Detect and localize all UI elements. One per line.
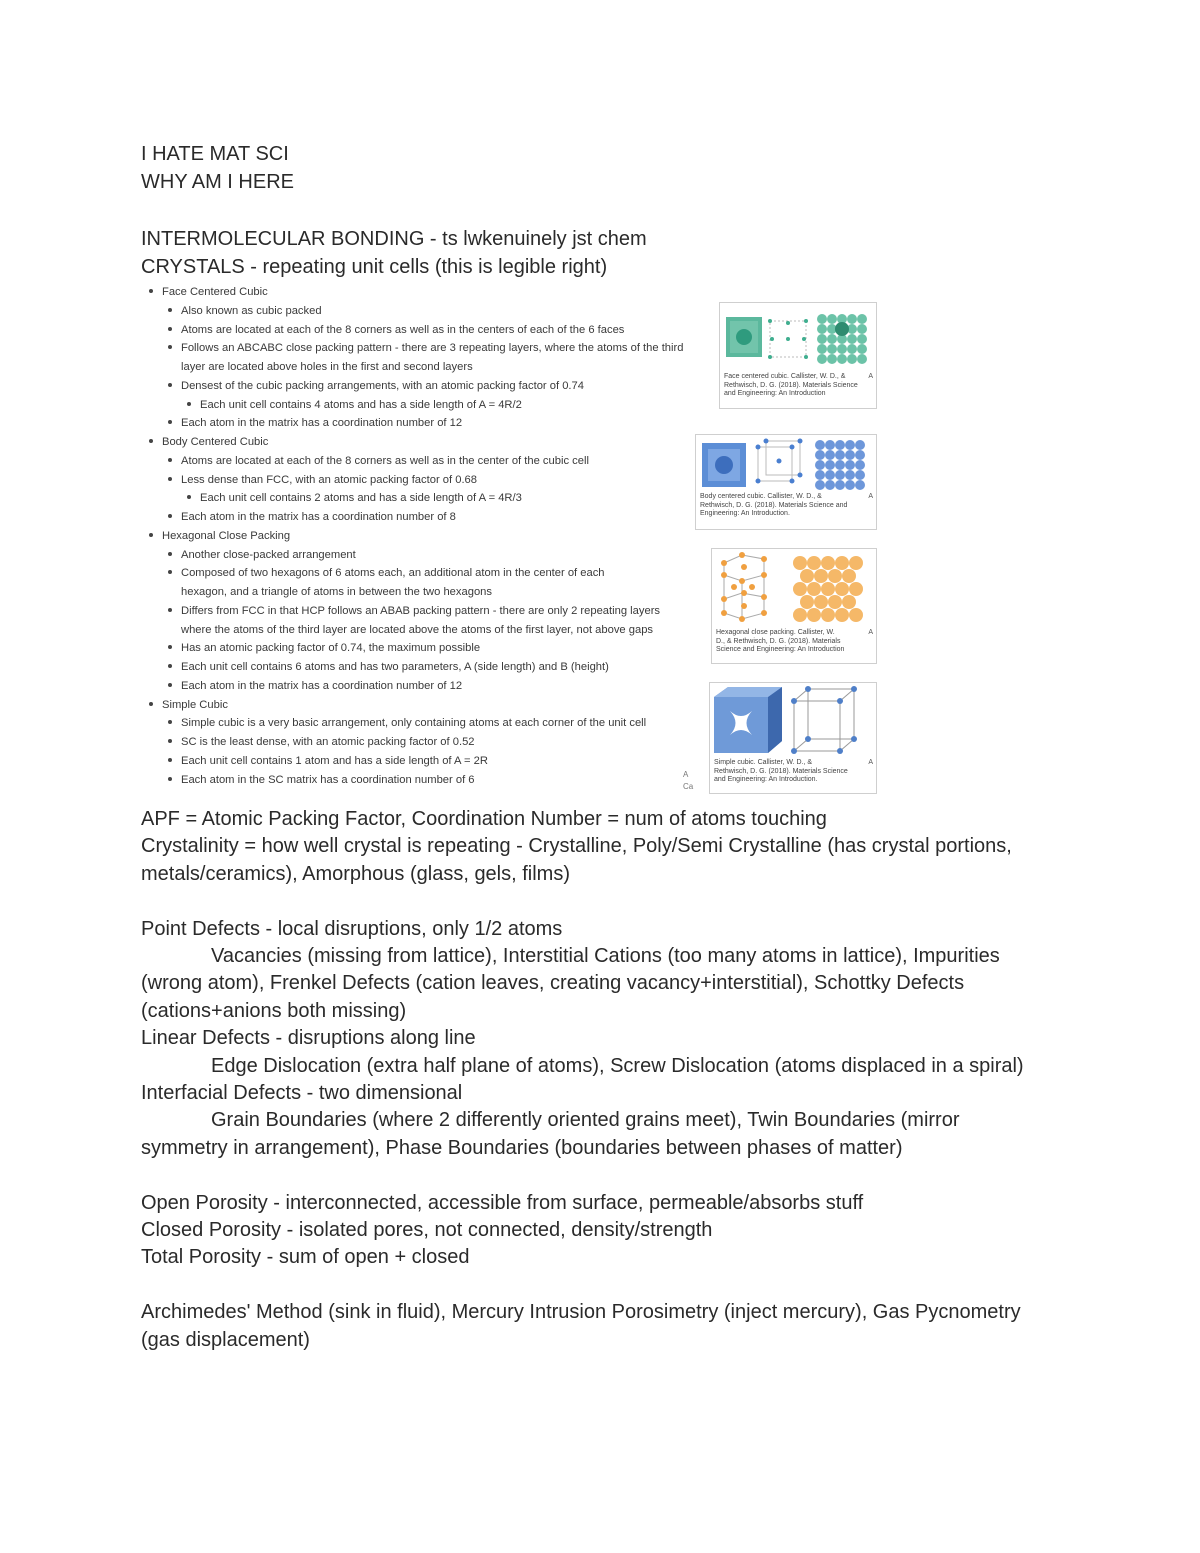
bullet-dot xyxy=(168,477,172,481)
figure-caption: Hexagonal close packing. Callister, W. D., & Rethwisch, D. G. (2018). Materials Science and Engineering: An Introduction xyxy=(716,629,845,653)
figure-corner-mark: A xyxy=(868,493,873,500)
structure-bullet xyxy=(168,680,462,693)
figure-caption: Body centered cubic. Callister, W. D., & Rethwisch, D. G. (2018). Materials Science and Engineering: An Introduction. xyxy=(700,493,848,517)
structure-bullet xyxy=(168,305,322,318)
bullet-dot xyxy=(168,327,172,331)
bullet-dot xyxy=(149,702,153,706)
bullet-dot xyxy=(168,739,172,743)
text-line: Vacancies (missing from lattice), Interstitial Cations (too many atoms in lattice), Impurities xyxy=(211,945,1000,967)
structure-bullet xyxy=(168,774,475,787)
text-line: (gas displacement) xyxy=(141,1328,310,1351)
text-line: Open Porosity - interconnected, accessible from surface, permeable/absorbs stuff xyxy=(141,1191,864,1214)
structure-heading xyxy=(149,699,228,712)
bullet-text: Each atom in the matrix has a coordination number of 12 xyxy=(181,417,463,430)
bullet-dot xyxy=(168,514,172,518)
bcc-illustration xyxy=(696,435,876,493)
bullet-text: Follows an ABCABC close packing pattern - there are 3 repeating layers, where the atoms of the third xyxy=(181,342,684,355)
structure-bullet xyxy=(168,455,589,468)
text-line: INTERMOLECULAR BONDING - ts lwkenuinely jst chem xyxy=(141,227,647,250)
bullet-text: Atoms are located at each of the 8 corners as well as in the centers of each of the 6 faces xyxy=(181,323,625,336)
structure-bullet xyxy=(168,361,473,374)
bullet-dot xyxy=(168,552,172,556)
bullet-dot xyxy=(149,439,153,443)
stray-mark: Ca xyxy=(683,782,694,791)
structure-bullet xyxy=(168,661,609,674)
text-line: Closed Porosity - isolated pores, not connected, density/strength xyxy=(141,1219,713,1241)
bullet-text: Densest of the cubic packing arrangements, with an atomic packing factor of 0.74 xyxy=(181,379,584,392)
text-line: (wrong atom), Frenkel Defects (cation leaves, creating vacancy+interstitial), Schottky Defects xyxy=(141,972,965,995)
bullet-text: Less dense than FCC, with an atomic packing factor of 0.68 xyxy=(181,473,478,486)
bullet-text: hexagon, and a triangle of atoms in between the two hexagons xyxy=(181,586,492,598)
bullet-dot xyxy=(168,458,172,462)
text-line: symmetry in arrangement), Phase Boundaries (boundaries between phases of matter) xyxy=(141,1136,903,1159)
figure-corner-mark: A xyxy=(868,759,873,766)
bullet-text: Each atom in the SC matrix has a coordination number of 6 xyxy=(181,773,475,786)
bullet-dot xyxy=(168,683,172,687)
structure-bullet xyxy=(168,474,477,487)
structure-bullet xyxy=(168,567,605,580)
bullet-dot xyxy=(168,645,172,649)
figure-corner-mark: A xyxy=(868,373,873,380)
structure-bullet xyxy=(168,624,653,637)
structure-heading xyxy=(149,286,268,299)
text-line: APF = Atomic Packing Factor, Coordination Number = num of atoms touching xyxy=(141,808,827,830)
structure-bullet xyxy=(168,380,584,393)
figure-caption: Simple cubic. Callister, W. D., & Rethwisch, D. G. (2018). Materials Science and Engineering: An Introduction. xyxy=(714,759,848,783)
bullet-dot xyxy=(168,383,172,387)
fcc-illustration xyxy=(720,303,876,373)
sc-figure xyxy=(709,682,877,794)
bullet-text: Atoms are located at each of the 8 corners as well as in the center of the cubic cell xyxy=(181,454,589,467)
bullet-dot xyxy=(168,570,172,574)
text-line: Interfacial Defects - two dimensional xyxy=(141,1082,463,1104)
stray-mark: A xyxy=(683,770,689,779)
embedded-screenshot xyxy=(141,284,881,796)
structure-bullet xyxy=(168,736,475,749)
text-line: Linear Defects - disruptions along line xyxy=(141,1027,476,1050)
hcp-illustration xyxy=(712,549,876,627)
bullet-text: Body Centered Cubic xyxy=(162,436,269,448)
bullet-text: SC is the least dense, with an atomic packing factor of 0.52 xyxy=(181,736,475,748)
figure-corner-mark: A xyxy=(868,629,873,636)
bullet-text: Also known as cubic packed xyxy=(181,304,322,317)
bullet-text: Simple Cubic xyxy=(162,698,228,711)
bullet-text: Each unit cell contains 1 atom and has a side length of A = 2R xyxy=(181,754,488,767)
sc-illustration xyxy=(710,683,876,759)
bullet-dot xyxy=(168,345,172,349)
bullet-dot xyxy=(168,664,172,668)
bullet-text: where the atoms of the third layer are located above the atoms of the first layer, not above gaps xyxy=(181,623,654,636)
bullet-text: Each atom in the matrix has a coordination number of 8 xyxy=(181,511,456,523)
bullet-text: Has an atomic packing factor of 0.74, the maximum possible xyxy=(181,642,481,655)
bullet-text: Hexagonal Close Packing xyxy=(162,529,291,542)
bullet-dot xyxy=(187,402,191,406)
bullet-dot xyxy=(168,777,172,781)
text-line: Total Porosity - sum of open + closed xyxy=(141,1246,470,1269)
bullet-text: Each atom in the matrix has a coordination number of 12 xyxy=(181,679,463,692)
bullet-text: layer are located above holes in the first and second layers xyxy=(181,361,473,373)
hcp-figure xyxy=(711,548,877,664)
structure-bullet xyxy=(168,342,683,355)
structure-bullet xyxy=(168,417,462,430)
bullet-dot xyxy=(149,533,153,537)
bullet-dot xyxy=(168,308,172,312)
text-line: CRYSTALS - repeating unit cells (this is legible right) xyxy=(141,255,608,278)
fcc-figure xyxy=(719,302,877,409)
structure-heading xyxy=(149,436,268,449)
bullet-text: Each unit cell contains 2 atoms and has a side length of A = 4R/3 xyxy=(200,492,522,505)
structure-bullet xyxy=(187,492,522,505)
structure-bullet xyxy=(168,642,480,655)
bullet-text: Face Centered Cubic xyxy=(162,286,268,298)
text-line: (cations+anions both missing) xyxy=(141,999,407,1022)
bullet-dot xyxy=(187,495,191,499)
structure-bullet xyxy=(168,755,488,768)
bcc-figure xyxy=(695,434,877,530)
structure-bullet xyxy=(168,605,660,618)
structure-bullet xyxy=(168,586,492,599)
text-line: Crystalinity = how well crystal is repeating - Crystalline, Poly/Semi Crystalline (has crystal portions, xyxy=(141,835,1012,858)
text-line: I HATE MAT SCI xyxy=(141,143,289,165)
text-line: metals/ceramics), Amorphous (glass, gels, films) xyxy=(141,862,571,885)
structure-bullet xyxy=(168,549,356,562)
bullet-text: Differs from FCC in that HCP follows an ABAB packing pattern - there are only 2 repeating layers xyxy=(181,604,661,617)
text-line: Edge Dislocation (extra half plane of atoms), Screw Dislocation (atoms displaced in a spiral) xyxy=(211,1054,1024,1077)
bullet-dot xyxy=(168,758,172,762)
text-line: Point Defects - local disruptions, only 1/2 atoms xyxy=(141,917,563,940)
text-line: Grain Boundaries (where 2 differently oriented grains meet), Twin Boundaries (mirror xyxy=(211,1109,960,1132)
structure-heading xyxy=(149,530,290,543)
bullet-dot xyxy=(168,420,172,424)
structure-bullet xyxy=(168,324,624,337)
text-line: Archimedes' Method (sink in fluid), Mercury Intrusion Porosimetry (inject mercury), Gas Pycnometry xyxy=(141,1301,1021,1324)
figure-caption: Face centered cubic. Callister, W. D., & Rethwisch, D. G. (2018). Materials Science and Engineering: An Introduction xyxy=(724,373,858,397)
bullet-text: Composed of two hexagons of 6 atoms each, an additional atom in the center of each xyxy=(181,567,605,580)
bullet-dot xyxy=(168,608,172,612)
text-line: WHY AM I HERE xyxy=(141,171,294,194)
structure-bullet xyxy=(168,511,456,524)
bullet-dot xyxy=(149,289,153,293)
structure-bullet xyxy=(187,399,522,412)
bullet-text: Another close-packed arrangement xyxy=(181,548,356,561)
bullet-text: Simple cubic is a very basic arrangement, only containing atoms at each corner of the unit cell xyxy=(181,717,647,730)
bullet-text: Each unit cell contains 6 atoms and has two parameters, A (side length) and B (height) xyxy=(181,661,609,673)
structure-bullet xyxy=(168,717,646,730)
bullet-dot xyxy=(168,720,172,724)
bullet-text: Each unit cell contains 4 atoms and has a side length of A = 4R/2 xyxy=(200,398,522,411)
